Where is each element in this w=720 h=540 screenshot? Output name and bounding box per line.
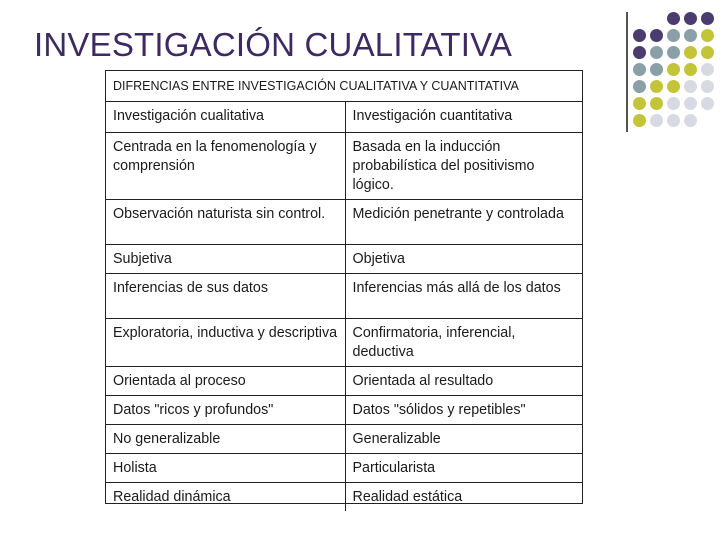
decorative-dot [633, 29, 646, 42]
dot-spacer [633, 12, 647, 26]
decorative-dot [650, 80, 663, 93]
cell-cuantitativa: Basada en la inducción probabilística del positivismo lógico. [345, 132, 582, 199]
cell-cualitativa: Holista [106, 453, 345, 482]
decorative-dot [667, 46, 680, 59]
decorative-dot [667, 97, 680, 110]
cell-cualitativa: Inferencias de sus datos [106, 273, 345, 318]
cell-cualitativa: Datos "ricos y profundos" [106, 395, 345, 424]
decorative-dot [701, 97, 714, 110]
cell-cuantitativa: Generalizable [345, 424, 582, 453]
table-row [106, 453, 582, 482]
cell-cuantitativa: Datos "sólidos y repetibles" [345, 395, 582, 424]
decorative-divider [626, 12, 628, 132]
decorative-dot [667, 12, 680, 25]
slide-title: INVESTIGACIÓN CUALITATIVA [34, 26, 513, 63]
table-header-row [106, 102, 582, 132]
table-row [106, 132, 582, 199]
decorative-dot [667, 80, 680, 93]
decorative-dot [684, 46, 697, 59]
decorative-dot [633, 46, 646, 59]
decorative-dot [633, 114, 646, 127]
cell-cualitativa: Centrada en la fenomenología y comprensión [106, 132, 345, 199]
decorative-dot [650, 97, 663, 110]
decorative-dot [684, 29, 697, 42]
dot-spacer [650, 12, 664, 26]
cell-cualitativa: Realidad dinámica [106, 482, 345, 511]
table-row [106, 318, 582, 366]
decorative-dot [684, 63, 697, 76]
table-row [106, 273, 582, 318]
cell-cualitativa: Exploratoria, inductiva y descriptiva [106, 318, 345, 366]
table-caption: DIFRENCIAS ENTRE INVESTIGACIÓN CUALITATIVA Y CUANTITATIVA [106, 71, 582, 102]
cell-cuantitativa: Orientada al resultado [345, 366, 582, 395]
decorative-dot [701, 80, 714, 93]
cell-cuantitativa: Objetiva [345, 244, 582, 273]
comparison-table [105, 70, 583, 504]
decorative-dot [650, 29, 663, 42]
cell-cualitativa: Investigación cualitativa [113, 108, 264, 124]
table-row [106, 199, 582, 244]
cell-cualitativa: Subjetiva [106, 244, 345, 273]
decorative-dot [667, 63, 680, 76]
decorative-dot [701, 46, 714, 59]
cell-cualitativa: Orientada al proceso [106, 366, 345, 395]
table-row [106, 244, 582, 273]
decorative-dot [684, 12, 697, 25]
comparison-grid [106, 102, 582, 511]
cell-cuantitativa: Realidad estática [345, 482, 582, 511]
table-row [106, 395, 582, 424]
decorative-dot-grid [633, 12, 715, 128]
decorative-dot [633, 63, 646, 76]
cell-cuantitativa: Confirmatoria, inferencial, deductiva [345, 318, 582, 366]
decorative-dot [701, 12, 714, 25]
cell-cualitativa: Observación naturista sin control. [106, 199, 345, 244]
decorative-dot [701, 63, 714, 76]
decorative-dot [633, 80, 646, 93]
decorative-dot [650, 114, 663, 127]
cell-cuantitativa: Investigación cuantitativa [345, 102, 582, 132]
dot-spacer [701, 114, 715, 128]
decorative-dot [684, 114, 697, 127]
cell-cuantitativa: Inferencias más allá de los datos [345, 273, 582, 318]
decorative-dot [650, 46, 663, 59]
decorative-dot [701, 29, 714, 42]
decorative-dot [667, 114, 680, 127]
table-row [106, 424, 582, 453]
table-row [106, 366, 582, 395]
decorative-dot [650, 63, 663, 76]
cell-cuantitativa: Medición penetrante y controlada [345, 199, 582, 244]
table-row [106, 482, 582, 511]
cell-cualitativa: No generalizable [106, 424, 345, 453]
decorative-dot [633, 97, 646, 110]
cell-cuantitativa: Particularista [345, 453, 582, 482]
decorative-dot [684, 97, 697, 110]
decorative-dot [667, 29, 680, 42]
decorative-dot [684, 80, 697, 93]
